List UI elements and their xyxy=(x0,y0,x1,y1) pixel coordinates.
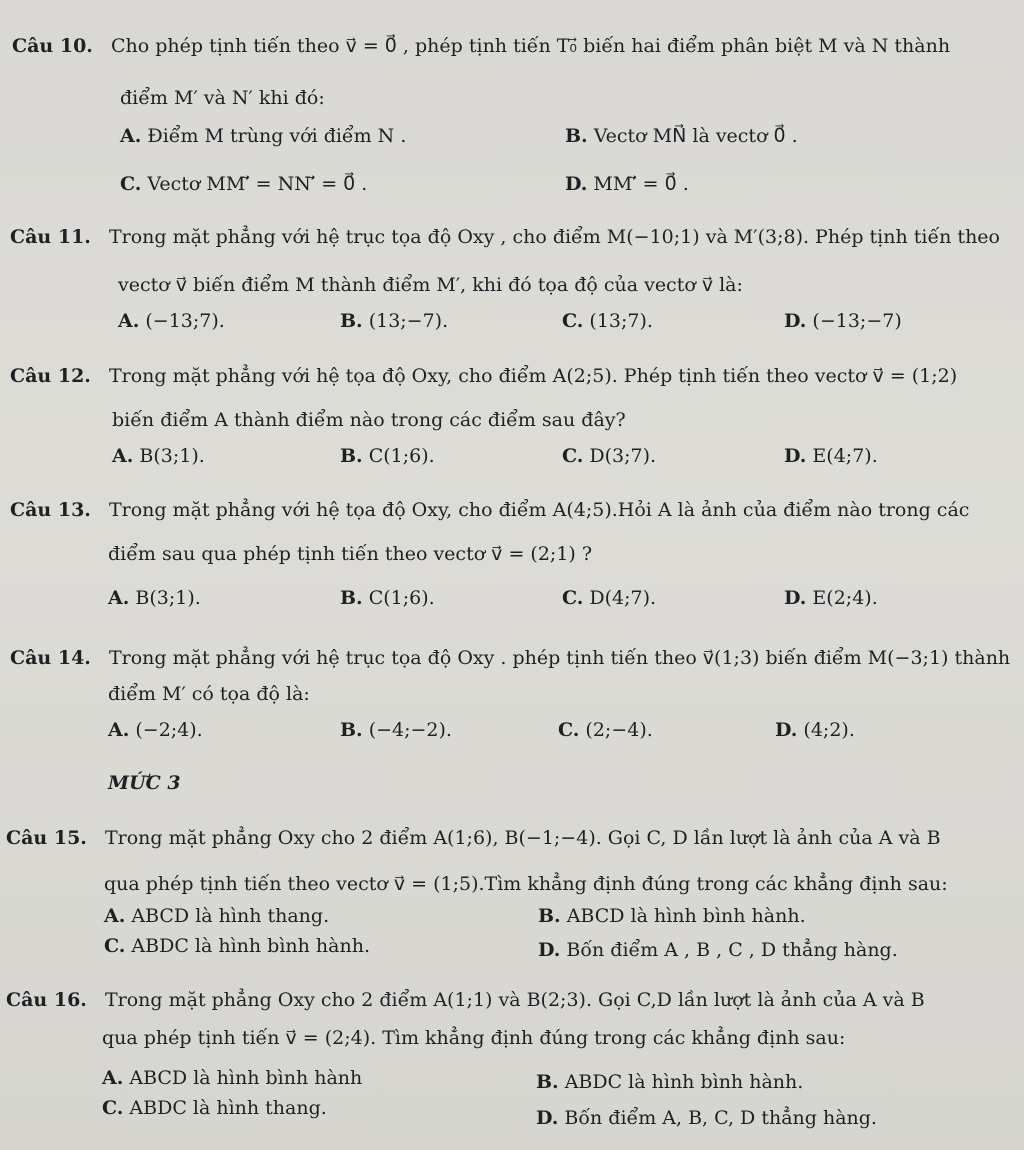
option-c[interactable] xyxy=(562,586,656,610)
question-number: Câu 15. xyxy=(6,827,87,849)
option-text: Bốn điểm A , B , C , D thẳng hàng. xyxy=(566,939,898,961)
option-text: ABDC là hình bình hành. xyxy=(564,1071,804,1093)
option-label: C. xyxy=(562,310,584,332)
question-text: Trong mặt phẳng với hệ trục tọa độ Oxy . phép tịnh tiến theo v⃗(1;3) biến điểm M(−3;1) thành xyxy=(108,647,1011,669)
option-b[interactable] xyxy=(340,444,435,468)
option-text: ABCD là hình bình hành. xyxy=(566,905,806,927)
option-text: B(3;1). xyxy=(135,587,201,609)
option-b[interactable] xyxy=(565,124,798,148)
option-b[interactable] xyxy=(536,1070,803,1094)
option-text: (−4;−2). xyxy=(368,719,452,741)
question-line xyxy=(10,364,957,388)
option-label: C. xyxy=(562,587,584,609)
option-text: Vectơ MN⃗ là vectơ 0⃗ . xyxy=(593,125,798,147)
question-number: Câu 16. xyxy=(6,989,87,1011)
question-line xyxy=(6,988,925,1012)
question-line: biến điểm A thành điểm nào trong các điểm sau đây? xyxy=(112,409,626,431)
option-c[interactable] xyxy=(102,1096,327,1120)
option-text: D(3;7). xyxy=(589,445,657,467)
option-a[interactable] xyxy=(104,904,329,928)
question-line xyxy=(12,34,950,58)
option-d[interactable] xyxy=(775,718,855,742)
question-line: qua phép tịnh tiến v⃗ = (2;4). Tìm khẳng định đúng trong các khẳng định sau: xyxy=(102,1027,846,1049)
option-text: ABCD là hình bình hành xyxy=(129,1067,363,1089)
question-number: Câu 11. xyxy=(10,226,91,248)
question-number: Câu 12. xyxy=(10,365,91,387)
question-text: Trong mặt phẳng Oxy cho 2 điểm A(1;1) và B(2;3). Gọi C,D lần lượt là ảnh của A và B xyxy=(104,989,925,1011)
option-text: (13;7). xyxy=(589,310,653,332)
option-label: C. xyxy=(102,1097,124,1119)
question-line: qua phép tịnh tiến theo vectơ v⃗ = (1;5).Tìm khẳng định đúng trong các khẳng định sau: xyxy=(104,873,948,895)
question-text: Trong mặt phẳng với hệ tọa độ Oxy, cho điểm A(2;5). Phép tịnh tiến theo vectơ v⃗ = (1;2) xyxy=(108,365,958,387)
option-label: A. xyxy=(108,719,130,741)
question-number: Câu 14. xyxy=(10,647,91,669)
question-line: điểm M′ có tọa độ là: xyxy=(108,683,310,705)
question-line xyxy=(10,225,1000,249)
option-c[interactable] xyxy=(558,718,653,742)
option-text: D(4;7). xyxy=(589,587,657,609)
option-text: Điểm M trùng với điểm N . xyxy=(147,125,407,147)
question-number: Câu 10. xyxy=(12,35,93,57)
option-label: B. xyxy=(565,125,588,147)
option-c[interactable] xyxy=(562,309,653,333)
option-text: Vectơ MM′⃗ = NN′⃗ = 0⃗ . xyxy=(147,173,368,195)
level-heading: MỨC 3 xyxy=(108,772,181,794)
option-label: B. xyxy=(340,445,363,467)
option-c[interactable] xyxy=(120,172,367,196)
option-label: A. xyxy=(120,125,142,147)
option-label: D. xyxy=(784,310,807,332)
option-a[interactable] xyxy=(102,1066,362,1090)
option-label: D. xyxy=(536,1107,559,1129)
option-label: C. xyxy=(120,173,142,195)
option-label: A. xyxy=(118,310,140,332)
question-line: điểm M′ và N′ khi đó: xyxy=(120,87,325,109)
option-text: Bốn điểm A, B, C, D thẳng hàng. xyxy=(564,1107,877,1129)
option-a[interactable] xyxy=(118,309,225,333)
option-a[interactable] xyxy=(112,444,205,468)
option-label: D. xyxy=(538,939,561,961)
option-d[interactable] xyxy=(784,309,902,333)
option-d[interactable] xyxy=(565,172,689,196)
option-text: E(4;7). xyxy=(812,445,878,467)
option-label: B. xyxy=(340,587,363,609)
question-line: điểm sau qua phép tịnh tiến theo vectơ v⃗ = (2;1) ? xyxy=(108,543,593,565)
option-label: C. xyxy=(104,935,126,957)
option-label: D. xyxy=(775,719,798,741)
option-label: B. xyxy=(538,905,561,927)
question-text: Trong mặt phẳng với hệ trục tọa độ Oxy , cho điểm M(−10;1) và M′(3;8). Phép tịnh tiến theo xyxy=(108,226,1000,248)
option-a[interactable] xyxy=(108,718,203,742)
question-line xyxy=(10,646,1010,670)
option-b[interactable] xyxy=(538,904,806,928)
option-b[interactable] xyxy=(340,586,435,610)
option-text: ABDC là hình thang. xyxy=(129,1097,327,1119)
option-d[interactable] xyxy=(536,1106,877,1130)
option-label: B. xyxy=(536,1071,559,1093)
option-text: E(2;4). xyxy=(812,587,878,609)
option-text: ABDC là hình bình hành. xyxy=(131,935,371,957)
option-label: A. xyxy=(104,905,126,927)
question-text: Trong mặt phẳng với hệ tọa độ Oxy, cho điểm A(4;5).Hỏi A là ảnh của điểm nào trong các xyxy=(108,499,970,521)
option-label: D. xyxy=(784,587,807,609)
question-line: vectơ v⃗ biến điểm M thành điểm M′, khi đó tọa độ của vectơ v⃗ là: xyxy=(118,274,743,296)
option-text: B(3;1). xyxy=(139,445,205,467)
option-d[interactable] xyxy=(538,938,898,962)
option-label: B. xyxy=(340,719,363,741)
option-label: B. xyxy=(340,310,363,332)
option-text: ABCD là hình thang. xyxy=(131,905,330,927)
option-label: D. xyxy=(565,173,588,195)
option-b[interactable] xyxy=(340,309,448,333)
option-text: MM′⃗ = 0⃗ . xyxy=(593,173,689,195)
option-label: C. xyxy=(562,445,584,467)
question-text: Cho phép tịnh tiến theo v⃗ = 0⃗ , phép tịnh tiến T₀⃗ biến hai điểm phân biệt M và N thành xyxy=(110,35,951,57)
option-text: (2;−4). xyxy=(585,719,653,741)
question-line xyxy=(10,498,969,522)
option-a[interactable] xyxy=(120,124,406,148)
option-text: (4;2). xyxy=(803,719,855,741)
option-d[interactable] xyxy=(784,444,878,468)
option-label: A. xyxy=(102,1067,124,1089)
option-c[interactable] xyxy=(104,934,370,958)
option-d[interactable] xyxy=(784,586,878,610)
option-label: C. xyxy=(558,719,580,741)
option-a[interactable] xyxy=(108,586,201,610)
question-text: Trong mặt phẳng Oxy cho 2 điểm A(1;6), B(−1;−4). Gọi C, D lần lượt là ảnh của A và B xyxy=(104,827,941,849)
option-text: C(1;6). xyxy=(368,445,435,467)
option-text: (−13;−7) xyxy=(812,310,902,332)
question-line xyxy=(6,826,941,850)
option-text: C(1;6). xyxy=(368,587,435,609)
option-label: A. xyxy=(112,445,134,467)
option-text: (13;−7). xyxy=(368,310,449,332)
option-text: (−2;4). xyxy=(135,719,203,741)
option-label: D. xyxy=(784,445,807,467)
question-number: Câu 13. xyxy=(10,499,91,521)
option-text: (−13;7). xyxy=(145,310,225,332)
option-b[interactable] xyxy=(340,718,452,742)
option-c[interactable] xyxy=(562,444,656,468)
option-label: A. xyxy=(108,587,130,609)
